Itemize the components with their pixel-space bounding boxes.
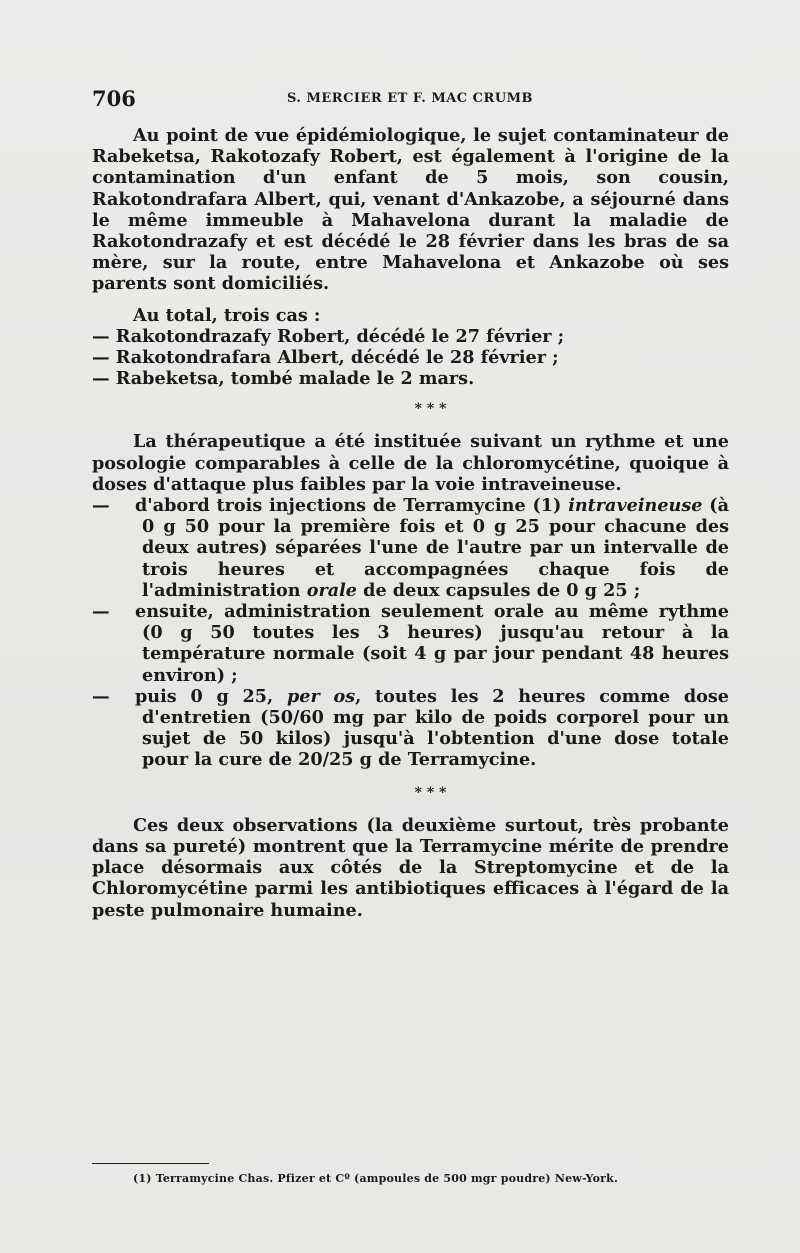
treatment-step-1: — d'abord trois injections de Terramycine (1) intraveineuse (à 0 g 50 pour la première fois et 0 g 25 pour chacune des deux autres) séparées l'une de l'autre par un intervalle de trois heures et accompagnées chaque fois de l'administration orale de deux capsules de 0 g 25 ; [92, 495, 729, 601]
section-asterism: * * * [414, 401, 447, 418]
case-item: — Rakotondrafara Albert, décédé le 28 février ; [92, 347, 559, 369]
article-body [92, 125, 729, 921]
list-dash: — [92, 601, 110, 623]
conclusion-paragraph: Ces deux observations (la deuxième surtout, très probante dans sa pureté) montrent que la Terramycine mérite de prendre place désormais aux côtés de la Streptomycine et de la Chloromycétine parmi les antibiotiques efficaces à l'égard de la peste pulmonaire humaine. [92, 814, 729, 921]
footnote: (1) Terramycine Chas. Pfizer et Cº (ampoules de 500 mgr poudre) New-York. [133, 1172, 619, 1185]
epidemiology-paragraph: Au point de vue épidémiologique, le sujet contaminateur de Rabeketsa, Rakotozafy Robert, est également à l'origine de la contamination d'un enfant de 5 mois, son cousin, Rakotondrafara Albert, qui, venant d'Ankazobe, a séjourné dans le même immeuble à Mahavelona durant la maladie de Rakotondrazafy et est décédé le 28 février dans les bras de sa mère, sur la route, entre Mahavelona et Ankazobe où ses parents sont domiciliés. [92, 125, 729, 295]
page-header [92, 82, 732, 112]
cases-intro: Au total, trois cas : [133, 304, 321, 326]
treatment-step-2: — ensuite, administration seulement orale au même rythme (0 g 50 toutes les 3 heures) jusqu'au retour à la température normale (soit 4 g par jour pendant 48 heures environ) ; [92, 601, 729, 686]
list-dash: — [92, 685, 110, 707]
list-dash: — [92, 495, 110, 517]
treatment-step-3: — puis 0 g 25, per os, toutes les 2 heures comme dose d'entretien (50/60 mg par kilo de poids corporel pour un sujet de 50 kilos) jusqu'à l'obtention d'une dose totale pour la cure de 20/25 g de Terramycine. [92, 685, 729, 771]
page-number: 706 [92, 86, 136, 111]
running-head: S. MERCIER ET F. MAC CRUMB [287, 91, 534, 106]
case-item: — Rabeketsa, tombé malade le 2 mars. [92, 368, 475, 390]
therapy-paragraph: La thérapeutique a été instituée suivant un rythme et une posologie comparables à celle de la chloromycétine, quoique à doses d'attaque plus faibles par la voie intraveineuse. [92, 431, 729, 495]
footnote-rule [92, 1163, 209, 1164]
section-asterism: * * * [414, 784, 447, 801]
case-item: — Rakotondrazafy Robert, décédé le 27 février ; [92, 325, 565, 347]
